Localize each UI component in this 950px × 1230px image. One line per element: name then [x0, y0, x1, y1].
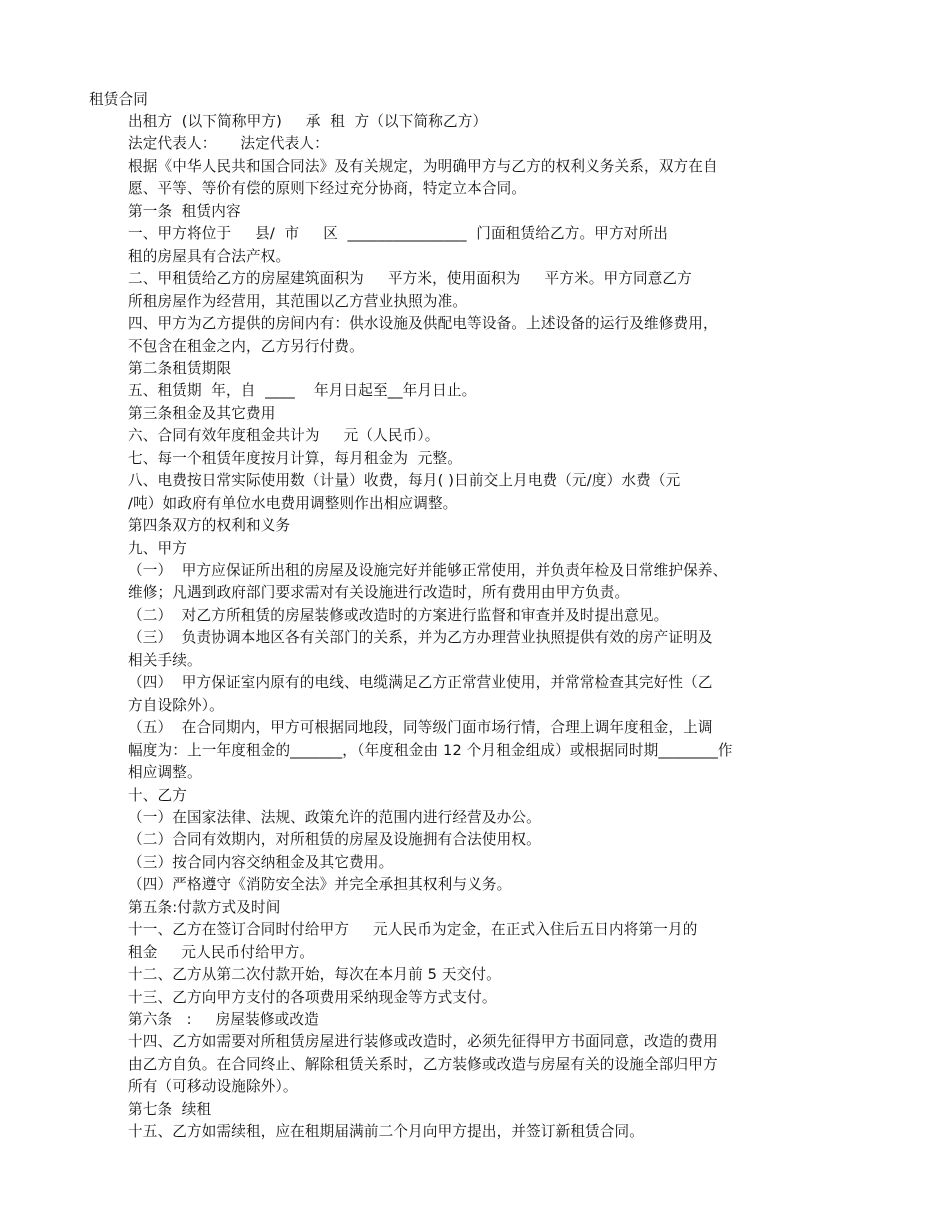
contract-line: 方自设除外）。: [128, 696, 224, 714]
contract-line: 十四、乙方如需要对所租赁房屋进行装修或改造时，必须先征得甲方书面同意，改造的费用: [128, 1033, 718, 1051]
contract-line: 十三、乙方向甲方支付的各项费用采纳现金等方式支付。: [128, 988, 497, 1006]
contract-line: （四）严格遵守《消防安全法》并完全承担其权利与义务。: [128, 876, 512, 894]
contract-line: （一）在国家法律、法规、政策允许的范围内进行经营及办公。: [128, 808, 541, 826]
contract-line: 六、合同有效年度租金共计为 元（人民币）。: [128, 427, 440, 445]
contract-line: 八、电费按日常实际使用数（计量）收费，每月( )日前交上月电费（元/度）水费（元: [128, 472, 681, 490]
contract-line: （二）合同有效期内，对所租赁的房屋及设施拥有合法使用权。: [128, 831, 541, 849]
contract-line: 根据《中华人民共和国合同法》及有关规定，为明确甲方与乙方的权利义务关系，双方在自: [128, 157, 718, 175]
contract-line: 由乙方自负。在合同终止、解除租赁关系时，乙方装修或改造与房屋有关的设施全部归甲方: [128, 1055, 718, 1073]
document-title: 租赁合同: [89, 91, 148, 108]
contract-line: 相应调整。: [128, 764, 202, 782]
contract-line: 十二、乙方从第二次付款开始，每次在本月前 5 天交付。: [128, 966, 501, 984]
contract-line: 第三条租金及其它费用: [128, 404, 276, 422]
contract-line: 租的房屋具有合法产权。: [128, 247, 291, 265]
contract-line: 第二条租赁期限: [128, 359, 232, 377]
contract-line: 相关手续。: [128, 651, 202, 669]
contract-line: 第五条:付款方式及时间: [128, 898, 281, 916]
contract-line: 第四条双方的权利和义务: [128, 517, 291, 535]
contract-line: 愿、平等、等价有偿的原则下经过充分协商，特定立本合同。: [128, 180, 527, 198]
contract-line: （二） 对乙方所租赁的房屋装修或改造时的方案进行监督和审查并及时提出意见。: [128, 606, 669, 624]
contract-line: （三）按合同内容交纳租金及其它费用。: [128, 853, 394, 871]
contract-line: 不包含在租金之内，乙方另行付费。: [128, 337, 364, 355]
contract-line: 幅度为：上一年度租金的_______，（年度租金由 12 个月租金组成）或根据同时期________作: [128, 741, 733, 759]
contract-line: 十一、乙方在签订合同时付给甲方 元人民币为定金，在正式入住后五日内将第一月的: [128, 921, 698, 939]
contract-line: 十五、乙方如需续租，应在租期届满前二个月向甲方提出，并签订新租赁合同。: [128, 1123, 645, 1141]
contract-line: 五、租赁期 年，自 ____ 年月日起至__年月日止。: [128, 382, 477, 400]
contract-line: 法定代表人： 法定代表人：: [128, 135, 329, 153]
contract-line: 九、甲方: [128, 539, 187, 557]
contract-line: 一、甲方将位于 县/ 市 区 ________________ 门面租赁给乙方。甲方对所出: [128, 225, 668, 243]
contract-line: 维修；凡遇到政府部门要求需对有关设施进行改造时，所有费用由甲方负责。: [128, 584, 630, 602]
contract-line: 所有（可移动设施除外）。: [128, 1078, 298, 1096]
contract-line: 租金 元人民币付给甲方。: [128, 943, 315, 961]
contract-line: 出租方 (以下简称甲方) 承 租 方（以下简称乙方）: [128, 113, 488, 130]
contract-line: （一） 甲方应保证所出租的房屋及设施完好并能够正常使用，并负责年检及日常维护保养、: [128, 562, 728, 579]
contract-line: 四、甲方为乙方提供的房间内有：供水设施及供配电等设备。上述设备的运行及维修费用，: [128, 315, 718, 333]
contract-line: 第一条 租赁内容: [128, 202, 241, 220]
contract-line: （三） 负责协调本地区各有关部门的关系，并为乙方办理营业执照提供有效的房产证明及: [128, 629, 713, 647]
contract-line: 第六条 : 房屋装修或改造: [128, 1011, 319, 1028]
contract-line: 第七条 续租: [128, 1100, 212, 1118]
contract-line: （四） 甲方保证室内原有的电线、电缆满足乙方正常营业使用，并常常检查其完好性（乙: [128, 674, 713, 692]
contract-line: 十、乙方: [128, 786, 187, 804]
contract-line: /吨）如政府有单位水电费用调整则作出相应调整。: [128, 494, 458, 512]
contract-line: 二、甲租赁给乙方的房屋建筑面积为 平方米，使用面积为 平方米。甲方同意乙方: [128, 270, 692, 288]
contract-line: 七、每一个租赁年度按月计算，每月租金为 元整。: [128, 449, 462, 467]
contract-line: 所租房屋作为经营用，其范围以乙方营业执照为准。: [128, 292, 468, 310]
contract-line: （五） 在合同期内，甲方可根据同地段，同等级门面市场行情，合理上调年度租金，上调: [128, 719, 713, 737]
